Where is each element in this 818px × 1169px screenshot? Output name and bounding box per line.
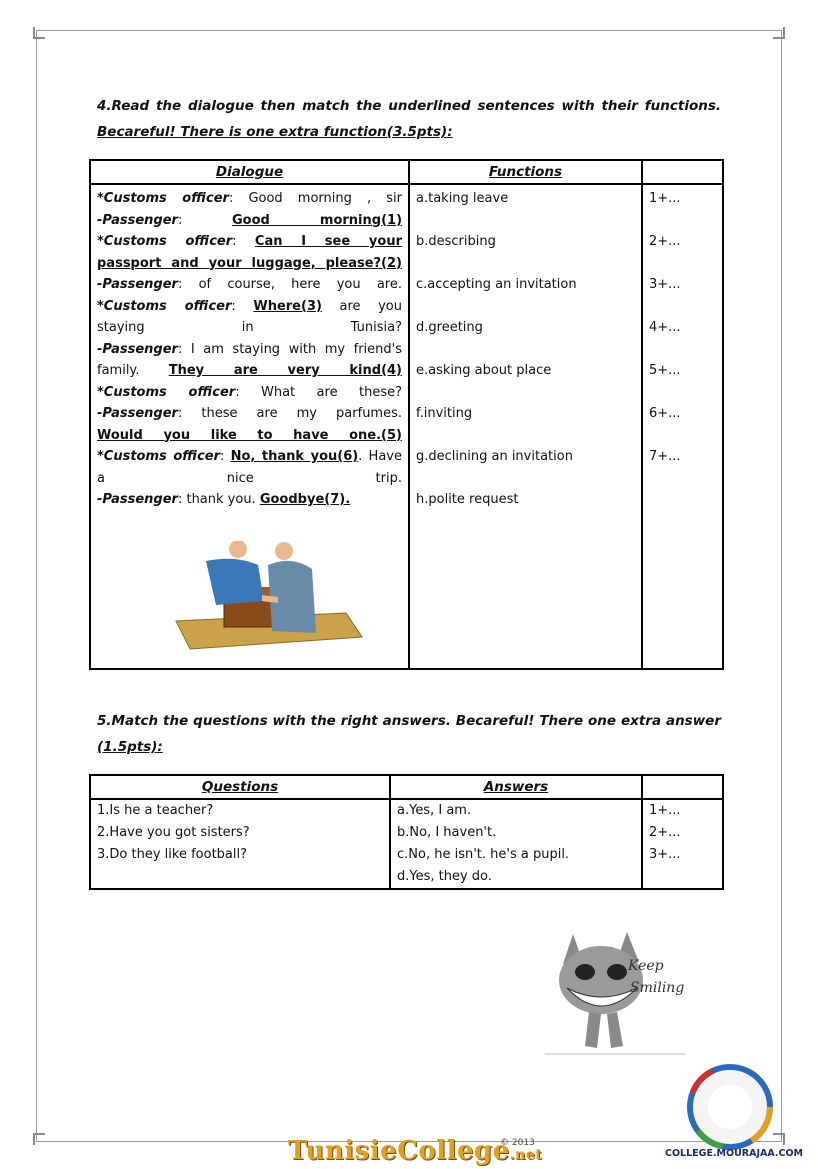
function-item: d.greeting bbox=[416, 320, 483, 335]
exercise4-note: Becareful! There is one extra function(3.5pts): bbox=[97, 124, 453, 140]
dialogue-speaker: -Passenger bbox=[97, 277, 178, 292]
questions-cell bbox=[90, 799, 390, 889]
footer-logo-suffix: .net bbox=[509, 1147, 543, 1163]
dialogue-text: : bbox=[177, 212, 233, 228]
answer-item: c.No, he isn't. he's a pupil. bbox=[397, 847, 570, 862]
frame-corner bbox=[773, 27, 785, 39]
answer-slots-list bbox=[643, 800, 722, 866]
question-item: 1.Is he a teacher? bbox=[97, 803, 214, 818]
dialogue-underlined: Where(3) bbox=[253, 298, 322, 314]
exercise4-heading bbox=[97, 93, 721, 145]
function-item: f.inviting bbox=[416, 406, 473, 421]
dialogue-text: : thank you. bbox=[177, 492, 260, 507]
answer-item: a.Yes, I am. bbox=[397, 803, 472, 818]
answer-slot: 5+... bbox=[649, 363, 681, 378]
dialogue-text: : Good morning , sir bbox=[228, 191, 402, 206]
answers-list bbox=[391, 800, 641, 888]
exercise5-note: (1.5pts): bbox=[97, 739, 163, 755]
question-item: 3.Do they like football? bbox=[97, 847, 248, 862]
dialogue-line bbox=[91, 360, 408, 382]
dialogue-underlined: No, thank you(6) bbox=[230, 449, 359, 464]
dialogue-text: family. bbox=[97, 363, 169, 378]
answer-item: d.Yes, they do. bbox=[397, 869, 492, 884]
dialogue-cell bbox=[90, 184, 409, 669]
col-header-questions: Questions bbox=[90, 775, 390, 799]
answer-slot: 3+... bbox=[649, 847, 681, 862]
col-header-slots bbox=[642, 775, 723, 799]
col-header-functions: Functions bbox=[409, 160, 642, 184]
dialogue-speaker: *Customs officer bbox=[97, 449, 220, 464]
answer-slot: 3+... bbox=[649, 277, 681, 292]
questions-list bbox=[91, 800, 389, 866]
dialogue-line bbox=[91, 317, 408, 339]
dialogue-lines bbox=[91, 185, 408, 511]
dialogue-text: : bbox=[231, 298, 254, 314]
answer-item: b.No, I haven't. bbox=[397, 825, 497, 840]
keep-smiling-text bbox=[628, 955, 684, 999]
smiling-text: Smiling bbox=[630, 980, 685, 996]
exercise5-table bbox=[89, 774, 724, 890]
function-item: e.asking about place bbox=[416, 363, 552, 378]
dialogue-line bbox=[91, 468, 408, 490]
dialogue-line bbox=[91, 253, 408, 275]
exercise5-heading bbox=[97, 708, 721, 760]
dialogue-speaker: -Passenger bbox=[97, 341, 178, 357]
dialogue-line bbox=[91, 296, 408, 318]
answer-slot: 2+... bbox=[649, 825, 681, 840]
exercise4-instruction: 4.Read the dialogue then match the underlined sentences with their functions. bbox=[97, 98, 721, 114]
dialogue-line bbox=[91, 489, 408, 511]
function-item: h.polite request bbox=[416, 492, 519, 507]
exercise4-table bbox=[89, 159, 724, 670]
dialogue-underlined: Would you like to have one.(5) bbox=[97, 427, 402, 443]
dialogue-text: : bbox=[220, 449, 231, 464]
answers-cell bbox=[390, 799, 642, 889]
answer-slot: 7+... bbox=[649, 449, 681, 464]
footer-logo-text: TunisieCollege bbox=[288, 1136, 510, 1166]
functions-list bbox=[410, 185, 641, 532]
dialogue-text: are you bbox=[321, 298, 402, 314]
col-header-answers bbox=[642, 160, 723, 184]
dialogue-line bbox=[91, 210, 408, 232]
dialogue-text: . Have bbox=[358, 449, 402, 464]
function-item: b.describing bbox=[416, 234, 496, 249]
dialogue-speaker: -Passenger bbox=[97, 492, 178, 507]
dialogue-line bbox=[91, 339, 408, 361]
dialogue-speaker: *Customs officer bbox=[97, 298, 232, 314]
dialogue-speaker: *Customs officer bbox=[97, 191, 229, 206]
exercise5-instruction: 5.Match the questions with the right answers. Becareful! There one extra answer bbox=[97, 713, 721, 729]
col-header-answers: Answers bbox=[390, 775, 642, 799]
dialogue-underlined: Good morning(1) bbox=[232, 212, 403, 228]
dialogue-line bbox=[91, 188, 408, 210]
dialogue-text: : What are these? bbox=[235, 384, 402, 400]
badge-site-text: COLLEGE.MOURAJAA.COM bbox=[665, 1148, 803, 1159]
dialogue-underlined: They are very kind(4) bbox=[168, 363, 402, 378]
footer-year: © 2013 bbox=[500, 1138, 535, 1148]
dialogue-underlined: Can I see your bbox=[254, 234, 402, 249]
dialogue-speaker: -Passenger bbox=[97, 406, 178, 421]
function-item: g.declining an invitation bbox=[416, 449, 573, 464]
dialogue-text: staying in Tunisia? bbox=[97, 320, 402, 335]
dialogue-line bbox=[91, 274, 408, 296]
dialogue-underlined: passport and your luggage, please?(2) bbox=[97, 255, 402, 271]
dialogue-underlined: Goodbye(7). bbox=[259, 492, 351, 507]
answer-slot: 6+... bbox=[649, 406, 681, 421]
col-header-dialogue: Dialogue bbox=[90, 160, 409, 184]
frame-corner bbox=[33, 27, 45, 39]
answer-slots-list bbox=[643, 185, 722, 489]
slots-cell bbox=[642, 799, 723, 889]
dialogue-text: a nice trip. bbox=[97, 470, 402, 486]
dialogue-line bbox=[91, 425, 408, 447]
answer-slots-cell bbox=[642, 184, 723, 669]
function-item: c.accepting an invitation bbox=[416, 277, 577, 292]
answer-slot: 1+... bbox=[649, 803, 681, 818]
frame-corner bbox=[33, 1133, 45, 1145]
dialogue-speaker: -Passenger bbox=[97, 212, 178, 228]
answer-slot: 1+... bbox=[649, 191, 681, 206]
functions-cell bbox=[409, 184, 642, 669]
customs-illustration bbox=[166, 541, 366, 651]
dialogue-text: : of course, here you are. bbox=[177, 277, 402, 292]
function-item: a.taking leave bbox=[416, 191, 509, 206]
dialogue-line bbox=[91, 231, 408, 253]
dialogue-speaker: *Customs officer bbox=[97, 234, 233, 249]
dialogue-text: : bbox=[232, 234, 255, 249]
dialogue-line bbox=[91, 446, 408, 468]
dialogue-text: : these are my parfumes. bbox=[177, 406, 402, 421]
question-item: 2.Have you got sisters? bbox=[97, 825, 250, 840]
keep-text: Keep bbox=[628, 958, 664, 974]
dialogue-line bbox=[91, 403, 408, 425]
dialogue-line bbox=[91, 382, 408, 404]
answer-slot: 2+... bbox=[649, 234, 681, 249]
dialogue-speaker: *Customs officer bbox=[97, 384, 236, 400]
answer-slot: 4+... bbox=[649, 320, 681, 335]
dialogue-text: : I am staying with my friend's bbox=[177, 341, 402, 357]
